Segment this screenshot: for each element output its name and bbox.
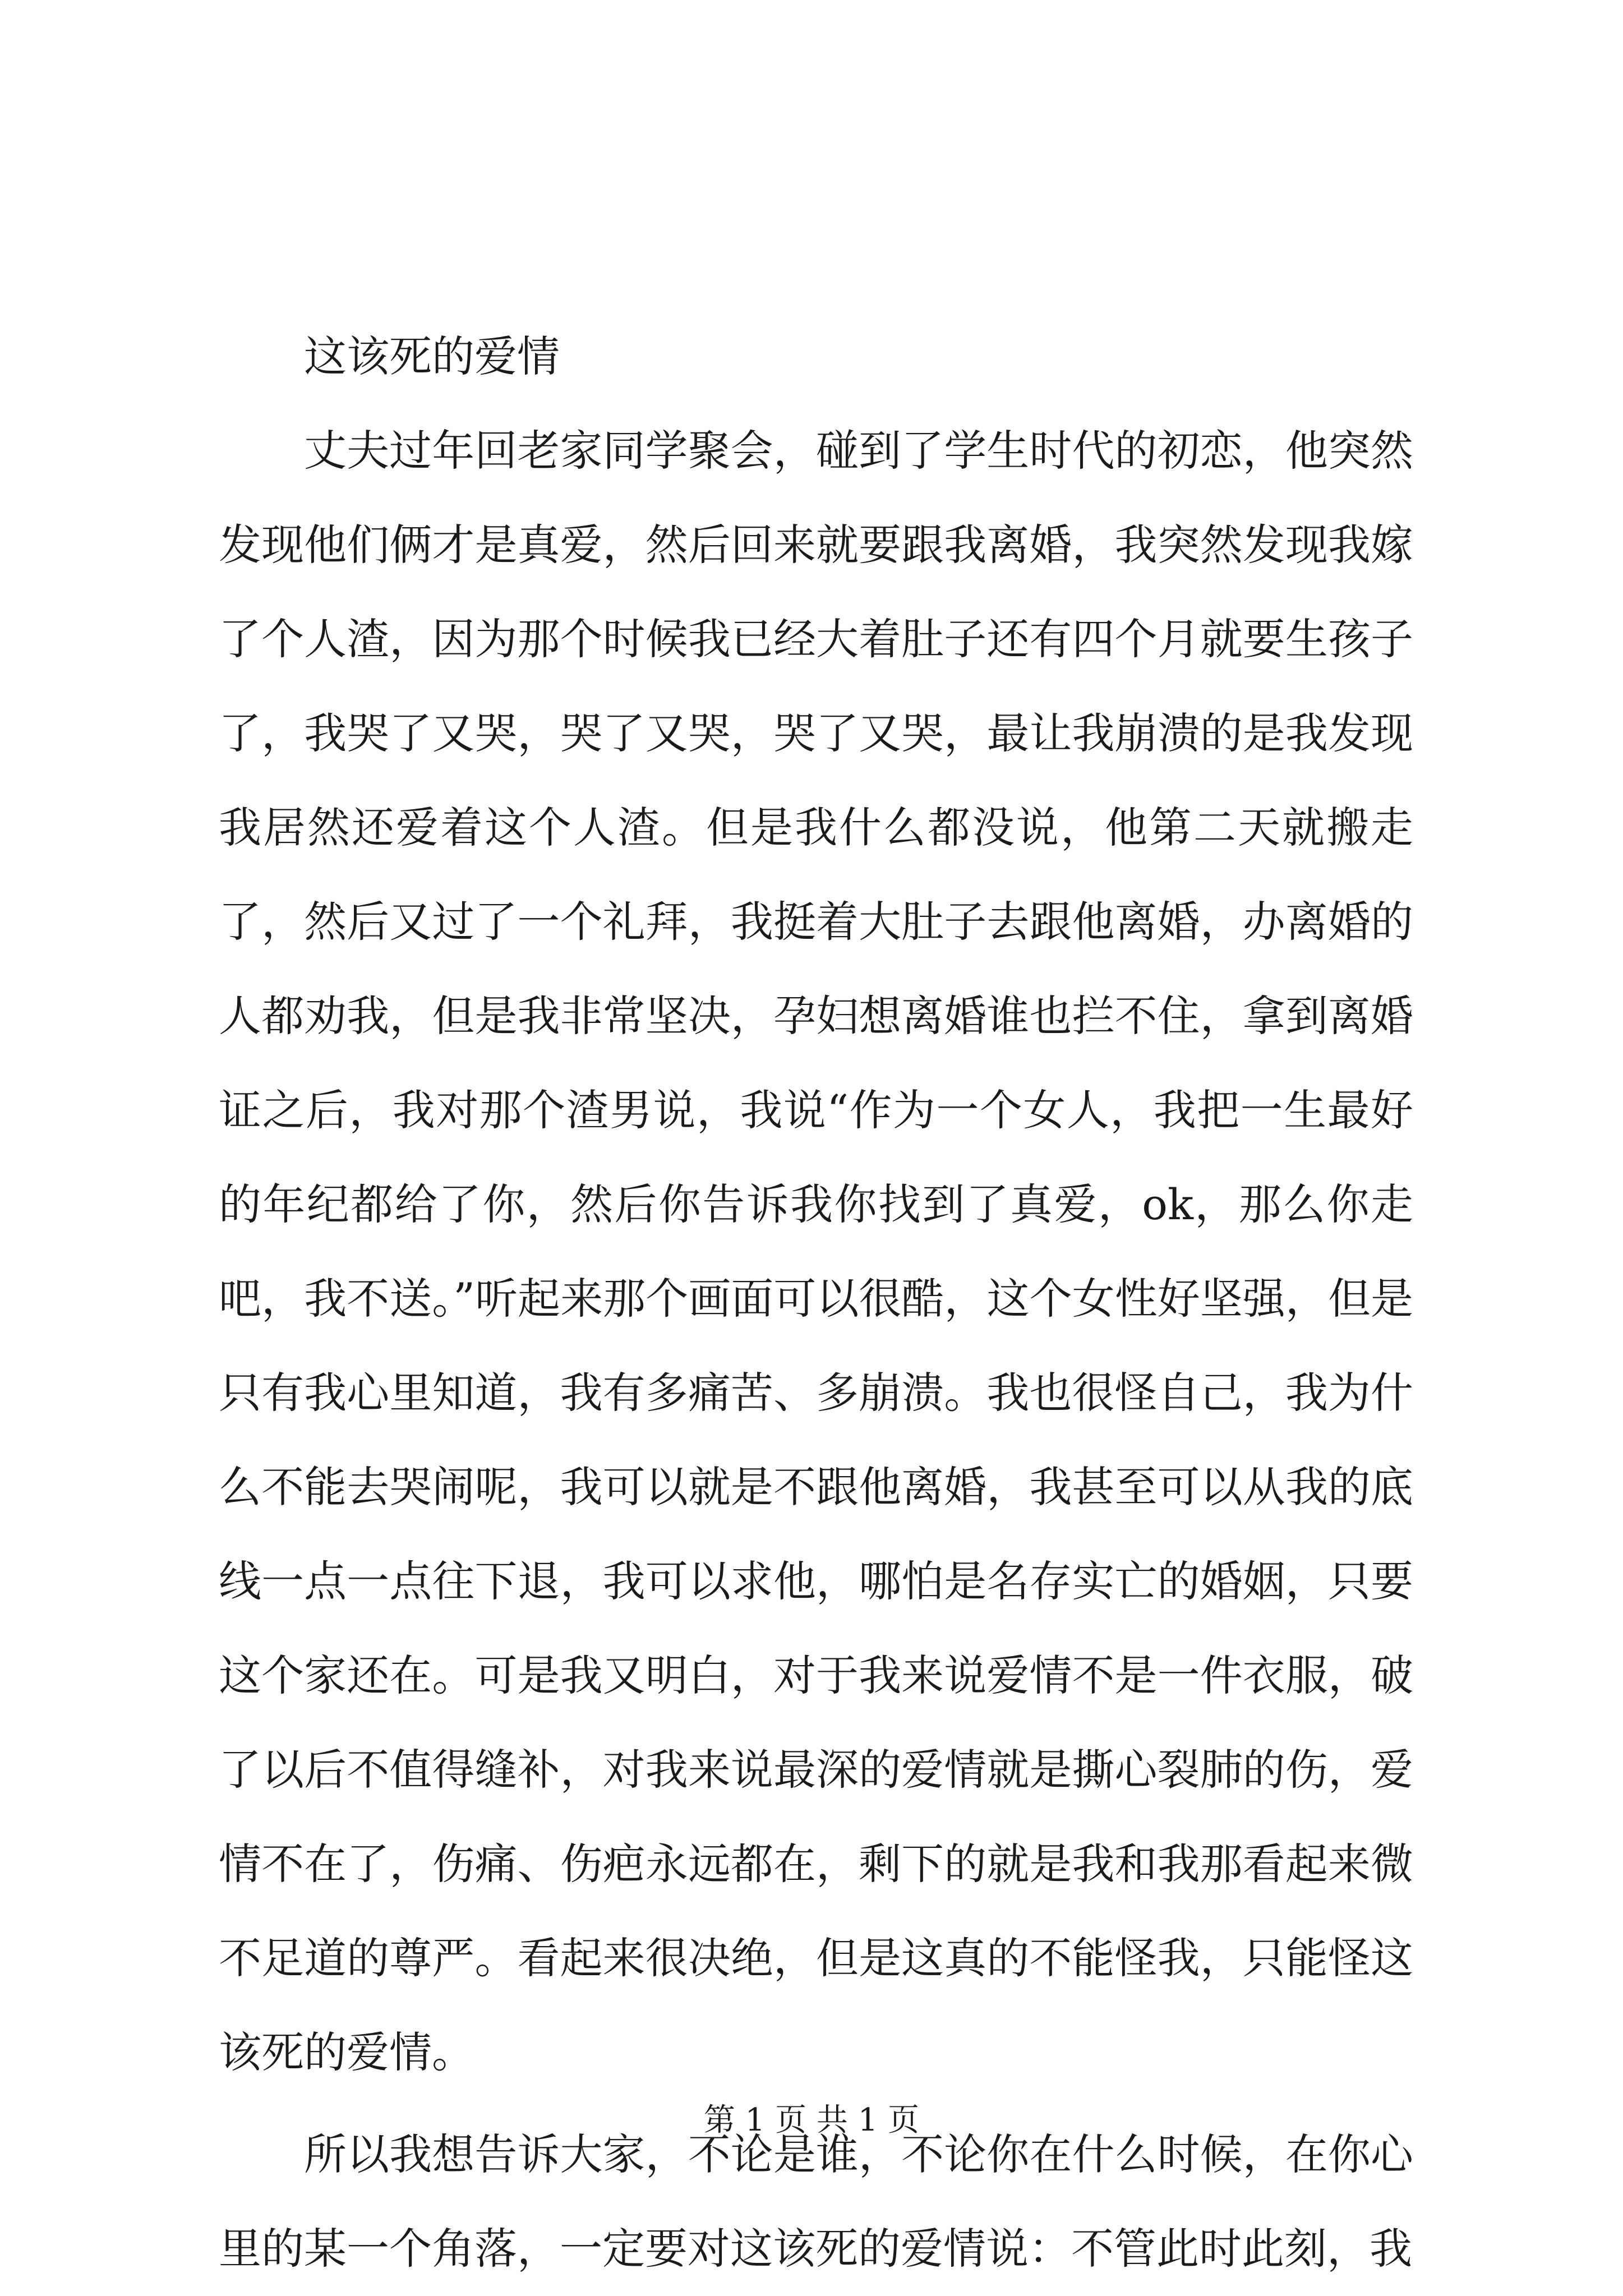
body-paragraph-1: 丈夫过年回老家同学聚会，碰到了学生时代的初恋，他突然发现他们俩才是真爱，然后回来就要跟我离婚，我突然发现我嫁了个人渣，因为那个时候我已经大着肚子还有四个月就要生孩子了，我哭了又哭，哭了又哭，哭了又哭，最让我崩溃的是我发现我居然还爱着这个人渣。但是我什么都没说，他第二天就搬走了，然后又过了一个礼拜，我挺着大肚子去跟他离婚，办离婚的人都劝我，但是我非常坚决，孕妇想离婚谁也拦不住，拿到离婚证之后，我对那个渣男说，我说“作为一个女人，我把一生最好的年纪都给了你，然后你告诉我你找到了真爱，ok，那么你走吧，我不送。”听起来那个画面可以很酷，这个女性好坚强，但是只有我心里知道，我有多痛苦、多崩溃。我也很怪自己，我为什么不能去哭闹呢，我可以就是不跟他离婚，我甚至可以从我的底线一点一点往下退，我可以求他，哪怕是名存实亡的婚姻，只要这个家还在。可是我又明白，对于我来说爱情不是一件衣服，破了以后不值得缝补，对我来说最深的爱情就是撕心裂肺的伤，爱情不在了，伤痛、伤疤永远都在，剩下的就是我和我那看起来微不足道的尊严。看起来很决绝，但是这真的不能怪我，只能怪这该死的爱情。 [219,426,1413,2077]
page-footer: 第 1 页 共 1 页 [703,2102,920,2138]
body-paragraph-2: 所以我想告诉大家，不论是谁，不论你在什么时候，在你心里的某一个角落，一定要对这该死的爱情说：不管此时此刻，我 [219,2129,1413,2274]
document-body [219,310,1413,2296]
document-title: 这该死的爱情 [304,331,560,381]
